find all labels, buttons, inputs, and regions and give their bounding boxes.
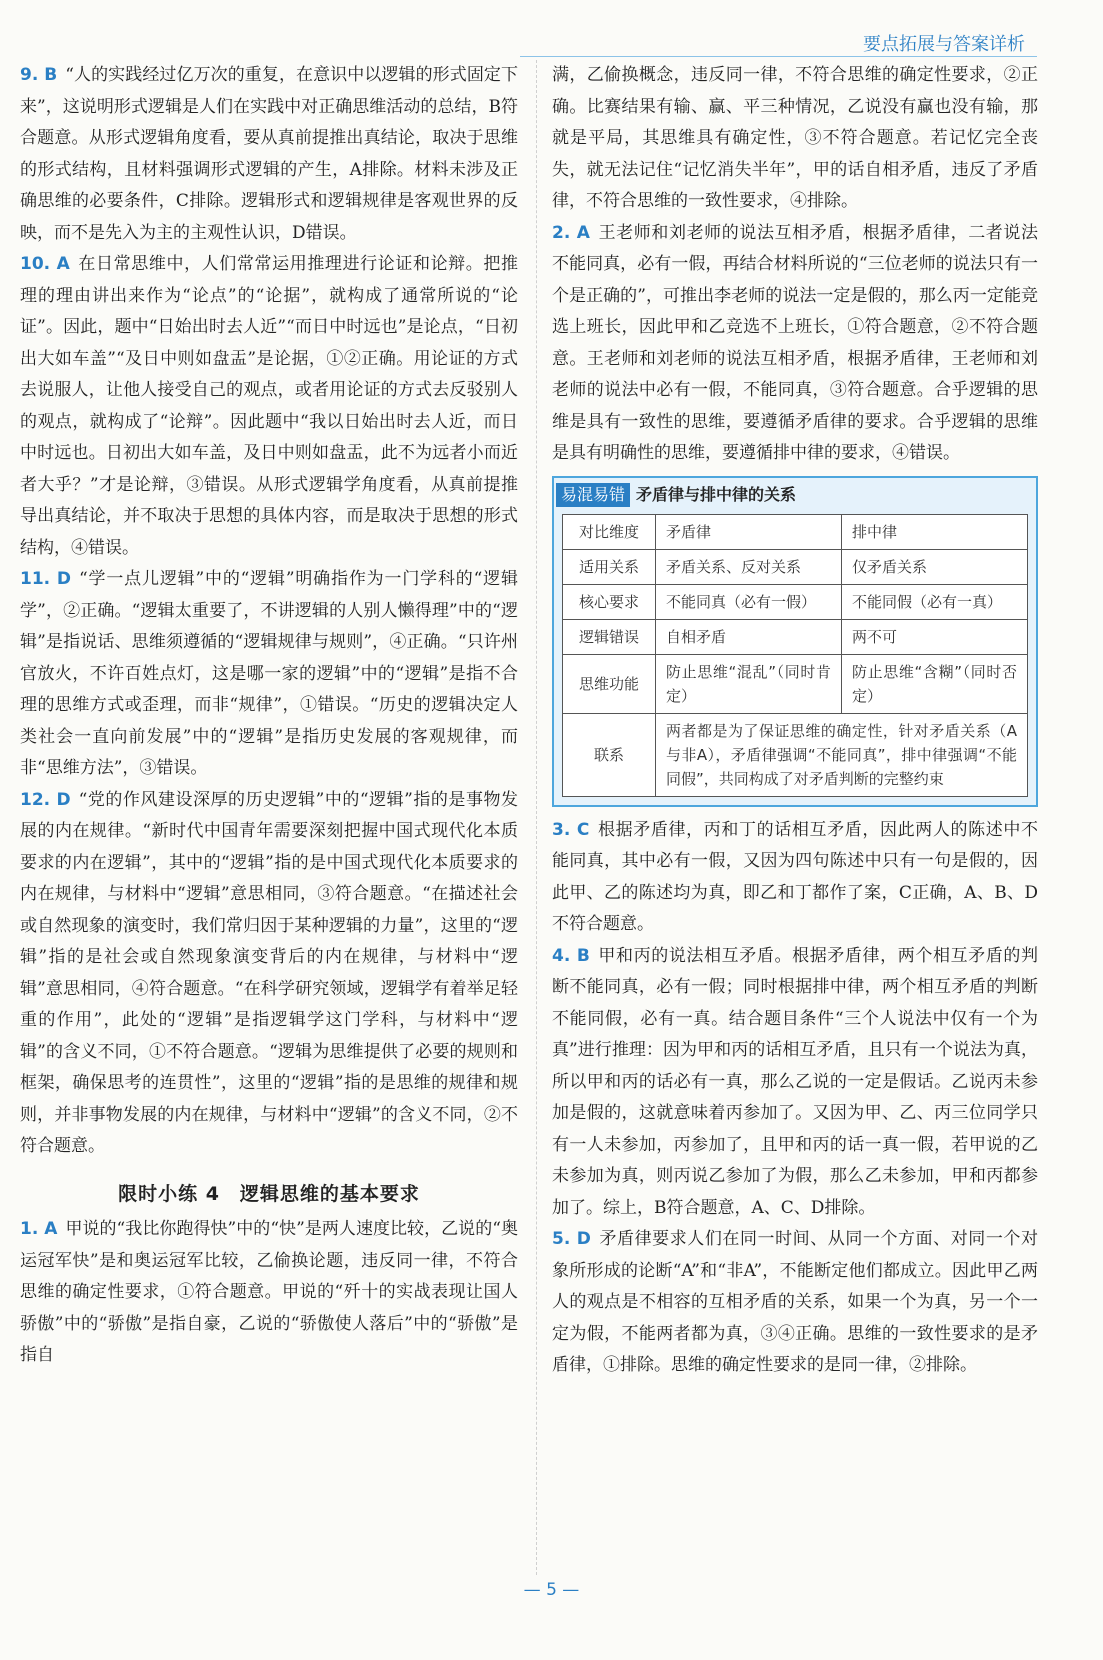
right-column bbox=[552, 60, 1038, 1382]
table-cell: 适用关系 bbox=[563, 549, 656, 584]
table-cell: 矛盾律 bbox=[656, 514, 842, 549]
box-tag: 易混易错 bbox=[556, 483, 630, 507]
table-row-link bbox=[563, 713, 1028, 796]
table-cell: 不能同真（必有一假） bbox=[656, 584, 842, 619]
comparison-box bbox=[552, 476, 1038, 807]
table-cell: 排中律 bbox=[842, 514, 1028, 549]
answer-item-12: 12. D “党的作风建设深厚的历史逻辑”中的“逻辑”指的是事物发展的内在规律。“新时代中国青年需要深刻把握中国式现代化本质要求的内在逻辑”，其中的“逻辑”指的是中国式现代化本质要求的内在规律，与材料中“逻辑”意思相同，③符合题意。“在描述社会或自然现象的演变时，我们常归因于某种逻辑的力量”，这里的“逻辑”指的是社会或自然现象演变背后的内在规律，与材料中“逻辑”意思相同，④符合题意。“在科学研究领域，逻辑学有着举足轻重的作用”，此处的“逻辑”是指逻辑学这门学科，与材料中“逻辑”的含义不同，①不符合题意。“逻辑为思维提供了必要的规则和框架，确保思考的连贯性”，这里的“逻辑”指的是思维的规律和规则，并非事物发展的内在规律，与材料中“逻辑”的含义不同，②不符合题意。 bbox=[20, 789, 518, 1156]
table-cell: 两者都是为了保证思维的确定性，针对矛盾关系（A与非A），矛盾律强调“不能同真”，排中律强调“不能同假”，共同构成了对矛盾判断的完整约束 bbox=[656, 713, 1028, 796]
table-cell: 防止思维“含糊”（同时否定） bbox=[842, 654, 1028, 713]
table-cell: 联系 bbox=[563, 713, 656, 796]
table-cell: 不能同假（必有一真） bbox=[842, 584, 1028, 619]
table-row bbox=[563, 654, 1028, 713]
table-row bbox=[563, 549, 1028, 584]
answer-item-2: 2. A 王老师和刘老师的说法互相矛盾，根据矛盾律，二者说法不能同真，必有一假，再结合材料所说的“三位老师的说法只有一个是正确的”，可推出李老师的说法一定是假的，那么丙一定能竞选上班长，因此甲和乙竞选不上班长，①符合题意，②不符合题意。王老师和刘老师的说法互相矛盾，根据矛盾律，王老师和刘老师的说法中必有一假，不能同真，③符合题意。合乎逻辑的思维是具有一致性的思维，要遵循矛盾律的要求。合乎逻辑的思维是具有明确性的思维，要遵循排中律的要求，④错误。 bbox=[552, 222, 1038, 463]
comparison-table bbox=[562, 514, 1028, 797]
header-divider bbox=[520, 56, 1037, 57]
table-row bbox=[563, 619, 1028, 654]
table-cell: 逻辑错误 bbox=[563, 619, 656, 654]
answer-item-9: 9. B “人的实践经过亿万次的重复，在意识中以逻辑的形式固定下来”，这说明形式逻辑是人们在实践中对正确思维活动的总结，B符合题意。从形式逻辑角度看，要从真前提推出真结论，取决于思维的形式结构，且材料强调形式逻辑的产生，A排除。材料未涉及正确思维的必要条件，C排除。逻辑形式和逻辑规律是客观世界的反映，而不是先入为主的主观性认识，D错误。 bbox=[20, 65, 518, 243]
box-title: 矛盾律与排中律的关系 bbox=[636, 484, 797, 504]
section-title: 限时小练 4 逻辑思维的基本要求 bbox=[118, 1182, 420, 1205]
answer-item-1-continued: 满，乙偷换概念，违反同一律，不符合思维的确定性要求，②正确。比赛结果有输、赢、平三种情况，乙说没有赢也没有输，那就是平局，其思维具有确定性，③不符合题意。若记忆完全丧失，就无法记住“记忆消失半年”，甲的话自相矛盾，违反了矛盾律，不符合思维的一致性要求，④排除。 bbox=[552, 65, 1038, 211]
table-cell: 矛盾关系、反对关系 bbox=[656, 549, 842, 584]
table-cell: 对比维度 bbox=[563, 514, 656, 549]
header-title: 要点拓展与答案详析 bbox=[863, 34, 1025, 55]
answer-item-3: 3. C 根据矛盾律，丙和丁的话相互矛盾，因此两人的陈述中不能同真，其中必有一假，又因为四句陈述中只有一句是假的，因此甲、乙的陈述均为真，即乙和丁都作了案，C正确，A、B、D不符合题意。 bbox=[552, 819, 1038, 934]
answer-item-1: 1. A 甲说的“我比你跑得快”中的“快”是两人速度比较，乙说的“奥运冠军快”是和奥运冠军比较，乙偷换论题，违反同一律，不符合思维的确定性要求，①符合题意。甲说的“歼十的实战表现让国人骄傲”中的“骄傲”是指自豪，乙说的“骄傲使人落后”中的“骄傲”是指自 bbox=[20, 1219, 518, 1365]
table-cell: 自相矛盾 bbox=[656, 619, 842, 654]
answer-item-10: 10. A 在日常思维中，人们常常运用推理进行论证和论辩。把推理的理由讲出来作为“论点”的“论据”，就构成了通常所说的“论证”。因此，题中“日始出时去人近”“而日中时远也”是论点，“日初出大如车盖”“及日中则如盘盂”是论据，①②正确。用论证的方式去说服人，让他人接受自己的观点，或者用论证的方式去反驳别人的观点，就构成了“论辩”。因此题中“我以日始出时去人近，而日中时远也。日初出大如车盖，及日中则如盘盂，此不为远者小而近者大乎？”才是论辩，③错误。从形式逻辑学角度看，从真前提推导出真结论，并不取决于思想的具体内容，而是取决于思想的形式结构，④错误。 bbox=[20, 254, 519, 558]
answer-item-4: 4. B 甲和丙的说法相互矛盾。根据矛盾律，两个相互矛盾的判断不能同真，必有一假；同时根据排中律，两个相互矛盾的判断不能同假，必有一真。结合题目条件“三个人说法中仅有一个为真”进行推理：因为甲和丙的话相互矛盾，且只有一个说法为真，所以甲和丙的话必有一真，那么乙说的一定是假话。乙说丙未参加是假的，这就意味着丙参加了。又因为甲、乙、丙三位同学只有一人未参加，丙参加了，且甲和丙的话一真一假，若甲说的乙未参加为真，则丙说乙参加了为假，那么乙未参加，甲和丙都参加了。综上，B符合题意，A、C、D排除。 bbox=[552, 945, 1038, 1218]
table-row bbox=[563, 584, 1028, 619]
table-cell: 思维功能 bbox=[563, 654, 656, 713]
table-cell: 防止思维“混乱”（同时肯定） bbox=[656, 654, 842, 713]
table-cell: 核心要求 bbox=[563, 584, 656, 619]
column-divider bbox=[536, 60, 537, 1575]
answer-item-11: 11. D “学一点儿逻辑”中的“逻辑”明确指作为一门学科的“逻辑学”，②正确。“逻辑太重要了，不讲逻辑的人别人懒得理”中的“逻辑”是指说话、思维须遵循的“逻辑规律与规则”，④正确。“只许州官放火，不许百姓点灯，这是哪一家的逻辑”中的“逻辑”是指不合理的思维方式或歪理，而非“规律”，①错误。“历史的逻辑决定人类社会一直向前发展”中的“逻辑”是指历史发展的客观规律，而非“思维方法”，③错误。 bbox=[20, 569, 518, 778]
page-number: — 5 — bbox=[523, 1580, 580, 1600]
left-column bbox=[20, 60, 518, 1372]
table-cell: 仅矛盾关系 bbox=[842, 549, 1028, 584]
answer-item-5: 5. D 矛盾律要求人们在同一时间、从同一个方面、对同一个对象所形成的论断“A”和“非A”，不能断定他们都成立。因此甲乙两人的观点是不相容的互相矛盾的关系，如果一个为真，另一个一定为假，不能两者都为真，③④正确。思维的一致性要求的是矛盾律，①排除。思维的确定性要求的是同一律，②排除。 bbox=[552, 1229, 1038, 1375]
table-cell: 两不可 bbox=[842, 619, 1028, 654]
table-header-row bbox=[563, 514, 1028, 549]
